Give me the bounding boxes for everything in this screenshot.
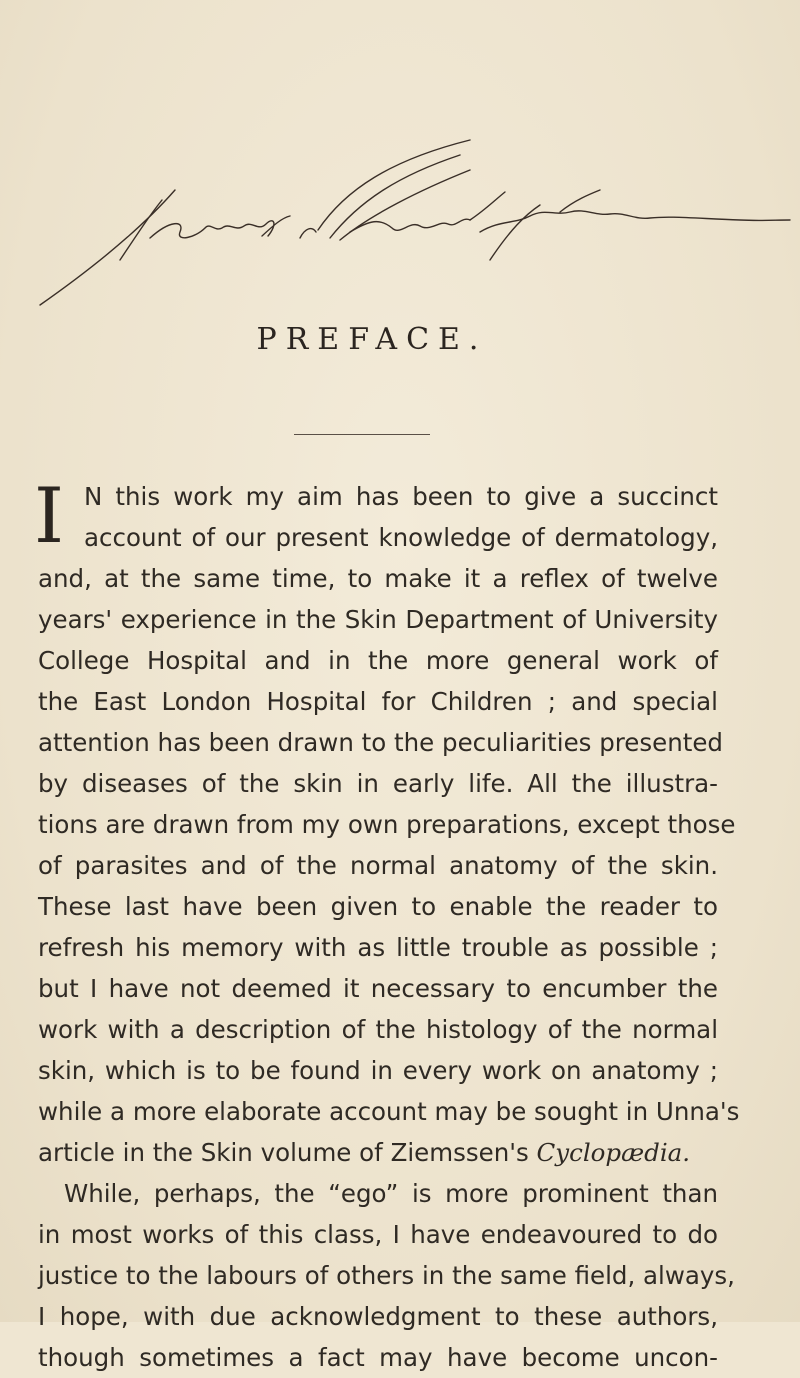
heading-divider bbox=[294, 434, 430, 435]
text-line: while a more elaborate account may be sought in Unna's bbox=[38, 1097, 740, 1126]
page-heading bbox=[0, 322, 800, 357]
drop-cap: I bbox=[34, 471, 65, 560]
handwritten-signature bbox=[0, 120, 800, 320]
text-line: but I have not deemed it necessary to encumber the bbox=[38, 974, 718, 1003]
line-text: account of our present knowledge of dermatology, bbox=[84, 523, 718, 552]
text-line: justice to the labours of others in the same field, always, bbox=[38, 1261, 735, 1290]
text-line: College Hospital and in the more general work of bbox=[38, 646, 718, 675]
text-line: of parasites and of the normal anatomy of the skin. bbox=[38, 851, 718, 880]
text-line: work with a description of the histology of the normal bbox=[38, 1015, 718, 1044]
text-line: though sometimes a fact may have become uncon- bbox=[38, 1343, 718, 1372]
text-line: refresh his memory with as little trouble as possible ; bbox=[38, 933, 718, 962]
text-line: While, perhaps, the “ego” is more prominent than bbox=[64, 1179, 718, 1208]
text-line: skin, which is to be found in every work on anatomy ; bbox=[38, 1056, 718, 1085]
text-line: by diseases of the skin in early life. All the illustra- bbox=[38, 769, 718, 798]
text-line: I hope, with due acknowledgment to these authors, bbox=[38, 1302, 718, 1331]
text-line: attention has been drawn to the peculiarities presented bbox=[38, 728, 723, 757]
line-text: article in the Skin volume of Ziemssen's bbox=[38, 1138, 537, 1167]
text-line: the East London Hospital for Children ; and special bbox=[38, 687, 718, 716]
line-text: N this work my aim has been to give a succinct bbox=[84, 482, 718, 511]
text-line: years' experience in the Skin Department of University bbox=[38, 605, 718, 634]
text-line bbox=[38, 517, 718, 558]
heading-text: PREFACE. bbox=[256, 322, 488, 357]
preface-body bbox=[34, 471, 740, 1378]
signature-drawing bbox=[0, 120, 800, 320]
text-line: These last have been given to enable the reader to bbox=[38, 892, 718, 921]
text-line: in most works of this class, I have endeavoured to do bbox=[38, 1220, 718, 1249]
text-line bbox=[38, 1132, 718, 1173]
text-line: and, at the same time, to make it a reflex of twelve bbox=[38, 564, 718, 593]
text-line: tions are drawn from my own preparations, except those bbox=[38, 810, 736, 839]
book-title: Cyclopædia. bbox=[536, 1138, 691, 1167]
